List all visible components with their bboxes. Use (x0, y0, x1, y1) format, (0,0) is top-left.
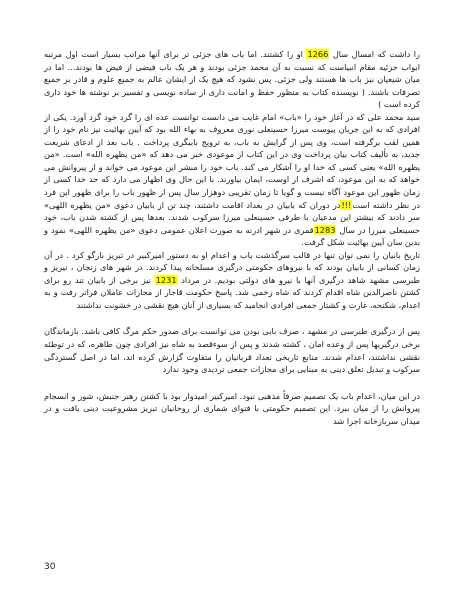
paragraph-text: در این میان، اعدام باب یک تصمیم صرفاً مذهبی نبود. امیرکبیر امیدوار بود با کشتن رهبر جنبش، شور و انسجام پیروانش را از میان ببرد. این تصمیم حکومتی با فتوای شماری از روحانیان تبریز مشروعیت دینی یافت و در میدان سربازخانه اجرا شد (44, 390, 420, 426)
paragraph-text: او را کشتند. اما باب های جزئی تر برای آنها مراتب بسیار است اول مرتبه ابواب جزئیه مقام انبیاست که نسبت به آن محمد جزئی بودند و هر یک باب فیضی از فیض ها بودند... اما در میان شیعیان نیز باب ها هستند ولی جزئی. پس نشود که هیچ یک از ایشان عالم به جمیع علوم و قادر بر جمیع تصرفات باشند. ( نویسنده کتاب به منظور حفظ و امانت داری از ساده نویسی و تفسیر بر نوشته ها خود داری کرده است ) (44, 49, 420, 110)
paragraph-text: نیز برخی از بابیان تند رو برای کشتن ناصرالدین شاه اقدام کردند که شاه زخمی شد. پاسخ حکومت قاجار از مجازات عاملان فراتر رفت و به اعدام، شکنجه، غارت و کشتار جمعی افرادی انجامید که بسیاری از آنان هیچ نقشی در خشونت نداشتند (44, 274, 420, 310)
paragraph (44, 325, 420, 375)
paragraph-text: پس از درگیری طبرسی در مشهد ، صرف بابی بودن می توانست برای صدور حکم مرگ کافی باشد. بازماندگان برخی درگیریها پس از وعده امان ، کشته شدند و پس از سوءقصد به شاه نیز افرادی چون طاهره، که در توطئه نقشی نداشتند، اعدام شدند. منابع تاریخی تعداد قربانیان را متفاوت گزارش کرده اند، اما در اصل گستردگی سرکوب و تبدیل تعلق دینی به مبنایی برای مجازات جمعی تردیدی وجود ندارد (44, 326, 420, 375)
highlighted-text: 1283 (314, 224, 336, 235)
page-number: 30 (44, 562, 56, 572)
paragraph (44, 390, 420, 428)
highlighted-text: 1266 (307, 49, 329, 59)
paragraph (44, 111, 420, 249)
highlighted-text: 1231 (155, 274, 177, 285)
paragraph-text: قمری در شهر ادرنه به صورت اعلان عمومی دعوی «من یظهره اللهی» نمود و بدین سان آیین بهائیت شکل گرفت. (44, 224, 420, 248)
paragraph (44, 249, 420, 312)
paragraph-text: سید محمد علی که در آغاز خود را «باب» امام غایب می دانست توانست عده ای را گرد خود گرد آورد. یکی از افرادی که به این جریان پیوست میرزا حسینعلی نوری معروف به بهاء الله بود که آیین بهائیت نیز نام خود را از همین لقب برگرفته است، وی پس از گرایش به باب، به ترویج بابیگری پرداخت . باب بعد از ادعای شریعت جدید، به تألیف کتاب بیان پرداخت وی در این کتاب از موعودی خبر می دهد که «من یظهره الله» است. «من یظهره الله» یعنی کسی که خدا او را آشکار می کند. باب خود را مبشر این موعود می خواند و از پیروانش می خواهد که به این موعود، که اشرف از اوست، ایمان بیاورند. با این حال وی اظهار می دارد که حد خدا کسی از زمان ظهور این موعود آگاه نیست و گویا تا زمان تقریبی دوهزار سال پس از ظهور باب را برای ظهور این فرد در نظر داشته است (44, 111, 420, 210)
paragraph (44, 48, 420, 111)
paragraph-text: تاریخ بابیان را نمی توان تنها در قالب سرگذشت باب و اعدام او به دستور امیرکبیر در تبریز بازگو کرد . در آن زمان کسانی از بابیان بودند که با نیروهای حکومتی درگیری مسلحانه پیدا کردند. در شهر های زنجان ، نیریز و طبرسی مشهد شاهد درگیری آنها با نیرو های دولتی بودیم. در مرداد (44, 249, 420, 285)
paragraph-text: در دوران که بابیان در بغداد اقامت داشتند، چند تن از بابیان دعوی «من یظهره اللهی» سر دادند که بیشتر این مدعیان با طرفی حسینعلی میرزا سرکوب شدند. بعدها پس از کشته شدن باب، خود حسینعلی میرزا در سال (44, 199, 420, 235)
body-text (44, 48, 420, 427)
paragraph-text: را داشت که امسال سال (329, 49, 421, 59)
highlighted-text: !!! (341, 199, 352, 210)
